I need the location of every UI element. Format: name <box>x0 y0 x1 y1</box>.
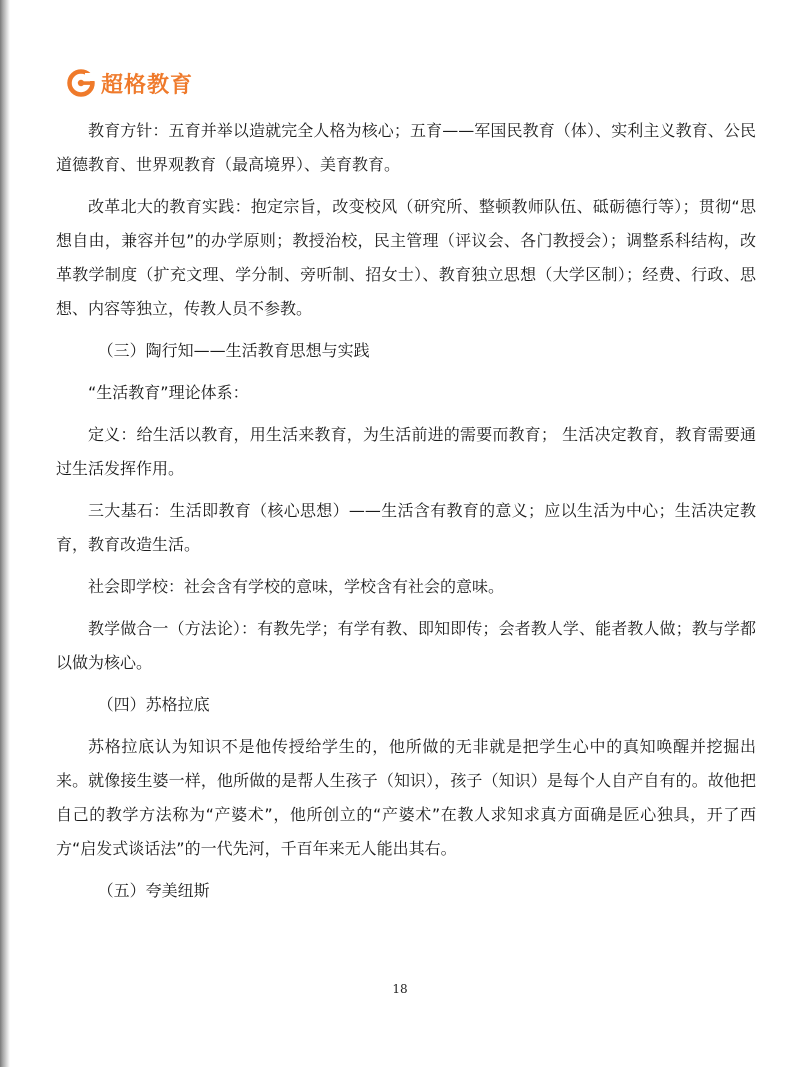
logo-text: 超格教育 <box>101 72 194 98</box>
section-heading-comenius: （五）夸美纽斯 <box>97 881 210 900</box>
paragraph-life-education-system: “生活教育”理论体系： <box>88 383 249 402</box>
page-edge-shadow <box>0 0 10 1067</box>
paragraph-three-cornerstones: 三大基石：生活即教育（核心思想）——生活含有教育的意义；应以生活为中心；生活决定教育，教育改造生活。 <box>56 501 756 554</box>
brand-logo <box>66 66 193 100</box>
document-body <box>56 114 756 916</box>
paragraph-society-as-school: 社会即学校：社会含有学校的意味，学校含有社会的意味。 <box>88 577 505 596</box>
paragraph-peking-university-reform: 改革北大的教育实践：抱定宗旨，改变校风（研究所、整顿教师队伍、砥砺德行等）；贯彻“思想自由，兼容并包”的办学原则；教授治校，民主管理（评议会、各门教授会）；调整系科结构，改革教学制度（扩充文理、学分制、旁听制、招女士）、教育独立思想（大学区制）；经费、行政、思想、内容等独立，传教人员不参教。 <box>56 197 756 318</box>
paragraph-teach-learn-do: 教学做合一（方法论）：有教先学；有学有教、即知即传；会者教人学、能者教人做；教与学都以做为核心。 <box>56 619 756 672</box>
section-heading-socrates: （四）苏格拉底 <box>97 695 210 714</box>
paragraph-socrates-method: 苏格拉底认为知识不是他传授给学生的，他所做的无非就是把学生心中的真知唤醒并挖掘出来。就像接生婆一样，他所做的是帮人生孩子（知识），孩子（知识）是每个人自产自有的。故他把自己的教学方法称为“产婆术”，他所创立的“产婆术”在教人求知求真方面确是匠心独具，开了西方“启发式谈话法”的一代先河，千百年来无人能出其右。 <box>56 737 756 858</box>
section-heading-tao-xingzhi: （三）陶行知——生活教育思想与实践 <box>97 341 370 360</box>
page-number: 18 <box>392 982 408 996</box>
paragraph-definition: 定义：给生活以教育，用生活来教育，为生活前进的需要而教育； 生活决定教育，教育需要通过生活发挥作用。 <box>56 425 756 478</box>
g-circle-logo-icon <box>66 68 96 98</box>
paragraph-education-policy: 教育方针：五育并举以造就完全人格为核心；五育——军国民教育（体）、实利主义教育、公民道德教育、世界观教育（最高境界）、美育教育。 <box>56 121 756 174</box>
